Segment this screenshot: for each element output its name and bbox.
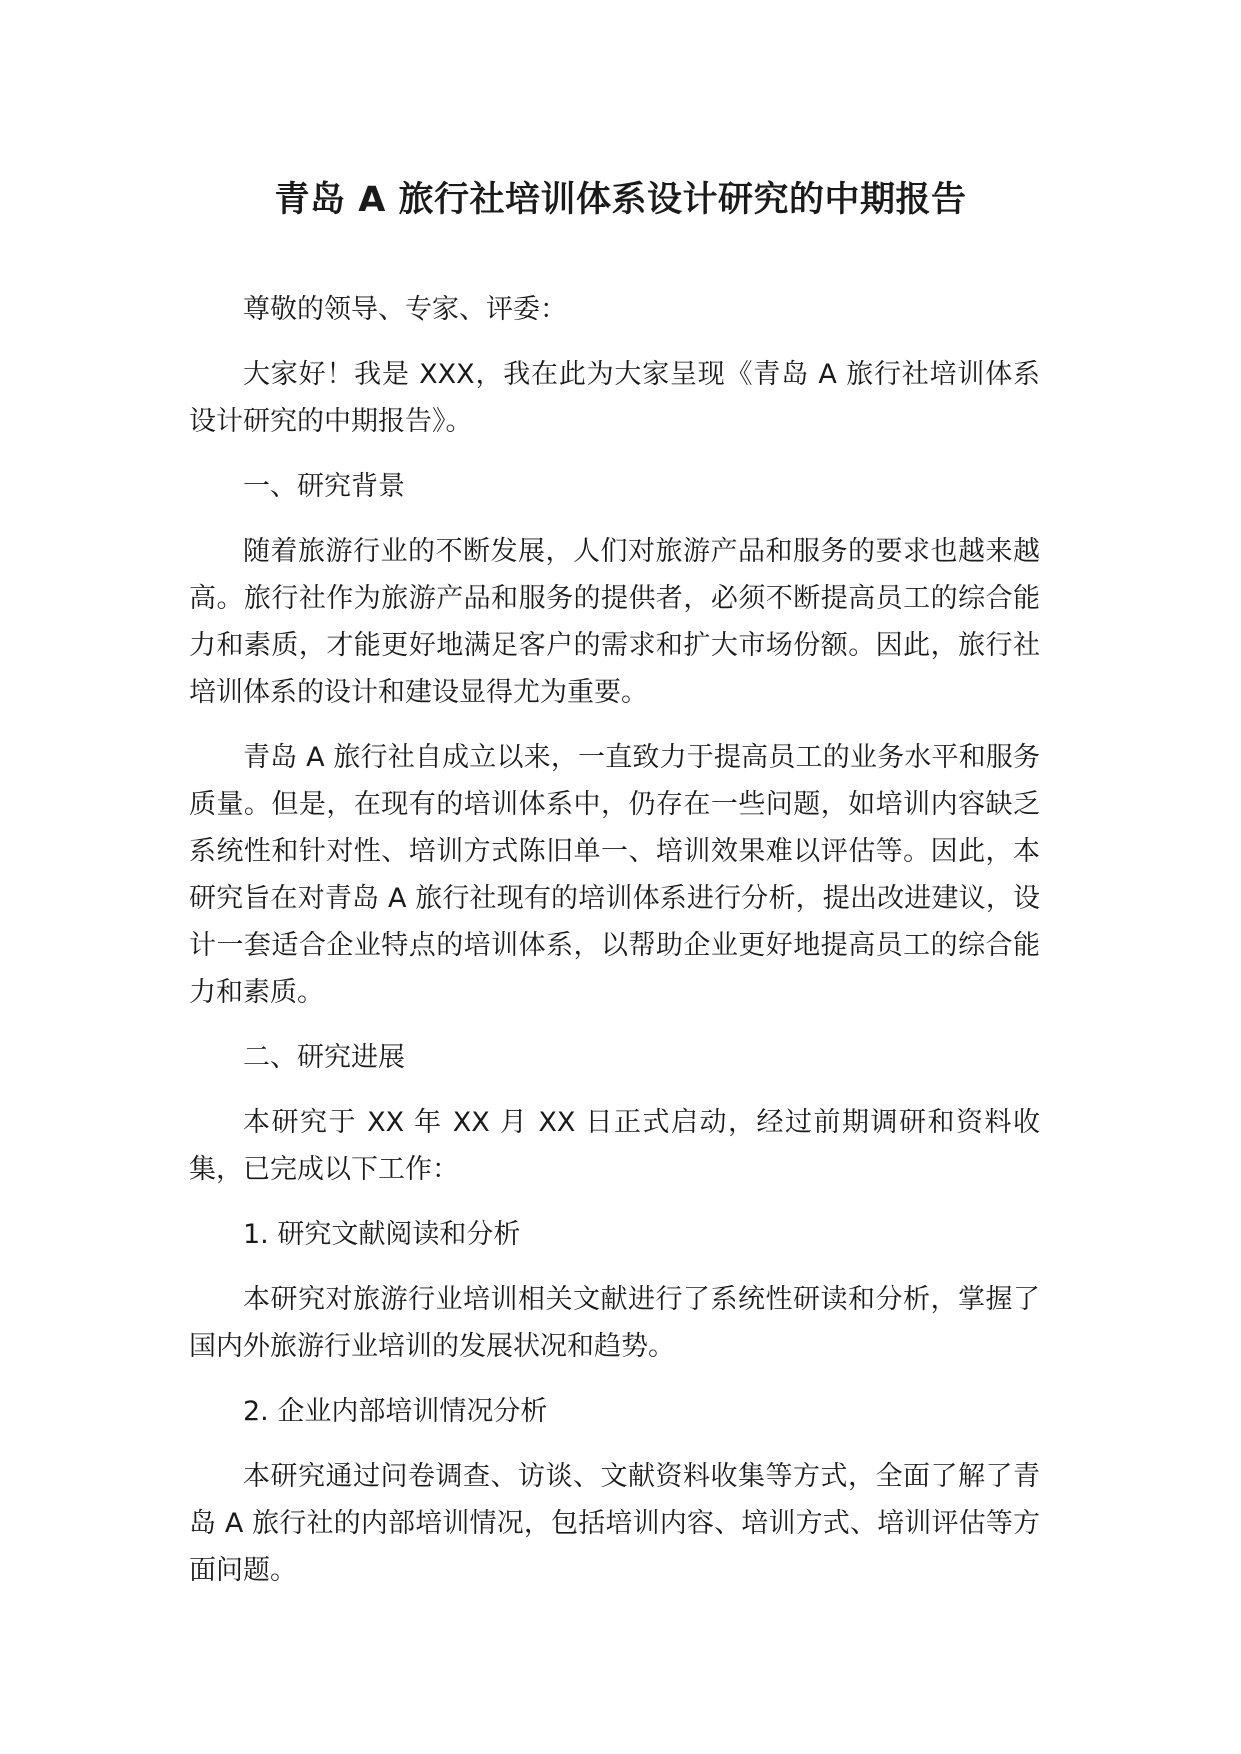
section-heading-background: 一、研究背景 (243, 471, 405, 502)
background-paragraph-2: 青岛 A 旅行社自成立以来，一直致力于提高员工的业务水平和服务质量。但是，在现有的培训体系中，仍存在一些问题，如培训内容缺乏系统性和针对性、培训方式陈旧单一、培训效果难以评估等。因此，本研究旨在对青岛 A 旅行社现有的培训体系进行分析，提出改进建议，设计一套适合企业特点的培训体系，以帮助企业更好地提高员工的综合能力和素质。 (189, 742, 1040, 1008)
background-paragraph-1: 随着旅游行业的不断发展，人们对旅游产品和服务的要求也越来越高。旅行社作为旅游产品和服务的提供者，必须不断提高员工的综合能力和素质，才能更好地满足客户的需求和扩大市场份额。因此，旅行社培训体系的设计和建设显得尤为重要。 (189, 536, 1040, 708)
document-title: 青岛 A 旅行社培训体系设计研究的中期报告 (274, 180, 967, 220)
intro-paragraph: 大家好！我是 XXX，我在此为大家呈现《青岛 A 旅行社培训体系设计研究的中期报告》。 (189, 359, 1040, 437)
salutation: 尊敬的领导、专家、评委： (243, 294, 567, 325)
subheading-literature: 1. 研究文献阅读和分析 (243, 1219, 521, 1250)
document-body (189, 286, 1040, 1594)
subheading-internal-training: 2. 企业内部培训情况分析 (243, 1396, 548, 1427)
section-heading-progress: 二、研究进展 (243, 1042, 405, 1073)
progress-paragraph: 本研究于 XX 年 XX 月 XX 日正式启动，经过前期调研和资料收集，已完成以下工作： (189, 1107, 1040, 1185)
literature-paragraph: 本研究对旅游行业培训相关文献进行了系统性研读和分析，掌握了国内外旅游行业培训的发展状况和趋势。 (189, 1284, 1040, 1362)
internal-training-paragraph: 本研究通过问卷调查、访谈、文献资料收集等方式，全面了解了青岛 A 旅行社的内部培训情况，包括培训内容、培训方式、培训评估等方面问题。 (189, 1461, 1040, 1586)
